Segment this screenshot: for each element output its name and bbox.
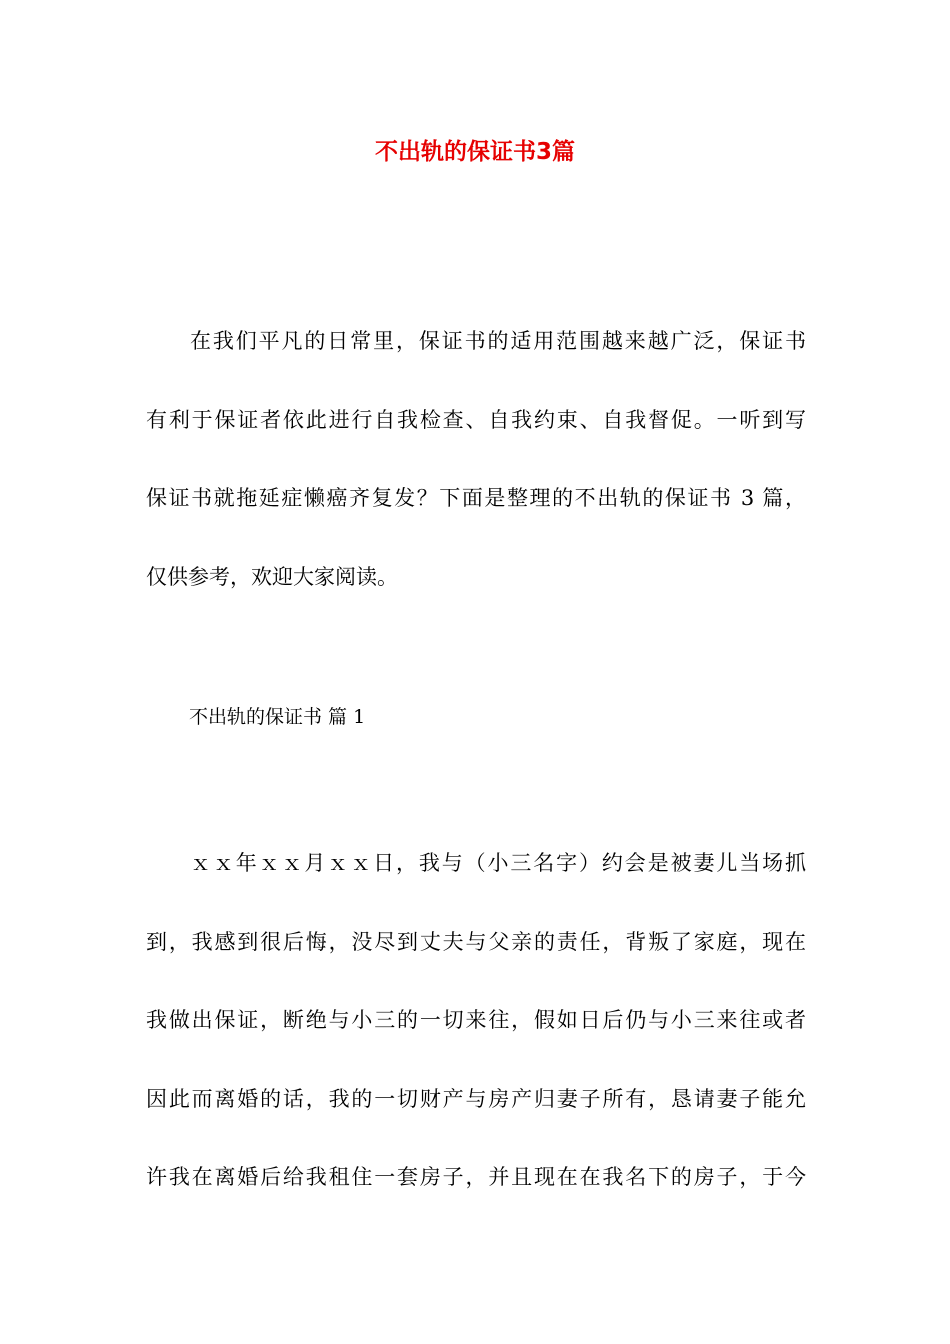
section-heading: 不出轨的保证书 篇 1 bbox=[189, 706, 366, 728]
body-line: ｘｘ年ｘｘ月ｘｘ日，我与（小三名字）约会是被妻儿当场抓 bbox=[190, 851, 806, 875]
intro-line: 保证书就拖延症懒癌齐复发？下面是整理的不出轨的保证书 3 篇， bbox=[146, 486, 806, 510]
body-line: 到，我感到很后悔，没尽到丈夫与父亲的责任，背叛了家庭，现在 bbox=[146, 929, 806, 954]
body-line: 许我在离婚后给我租住一套房子，并且现在在我名下的房子，于今 bbox=[146, 1165, 806, 1189]
intro-paragraph bbox=[146, 328, 806, 642]
intro-line: 仅供参考，欢迎大家阅读。 bbox=[146, 564, 398, 589]
document-title: 不出轨的保证书3篇 bbox=[374, 139, 575, 165]
body-paragraph bbox=[146, 850, 806, 1243]
body-line: 因此而离婚的话，我的一切财产与房产归妻子所有，恳请妻子能允 bbox=[146, 1086, 806, 1111]
body-line: 我做出保证，断绝与小三的一切来往，假如日后仍与小三来往或者 bbox=[146, 1008, 806, 1032]
intro-line: 有利于保证者依此进行自我检查、自我约束、自我督促。一听到写 bbox=[146, 407, 806, 432]
intro-line: 在我们平凡的日常里，保证书的适用范围越来越广泛，保证书 bbox=[190, 329, 806, 353]
